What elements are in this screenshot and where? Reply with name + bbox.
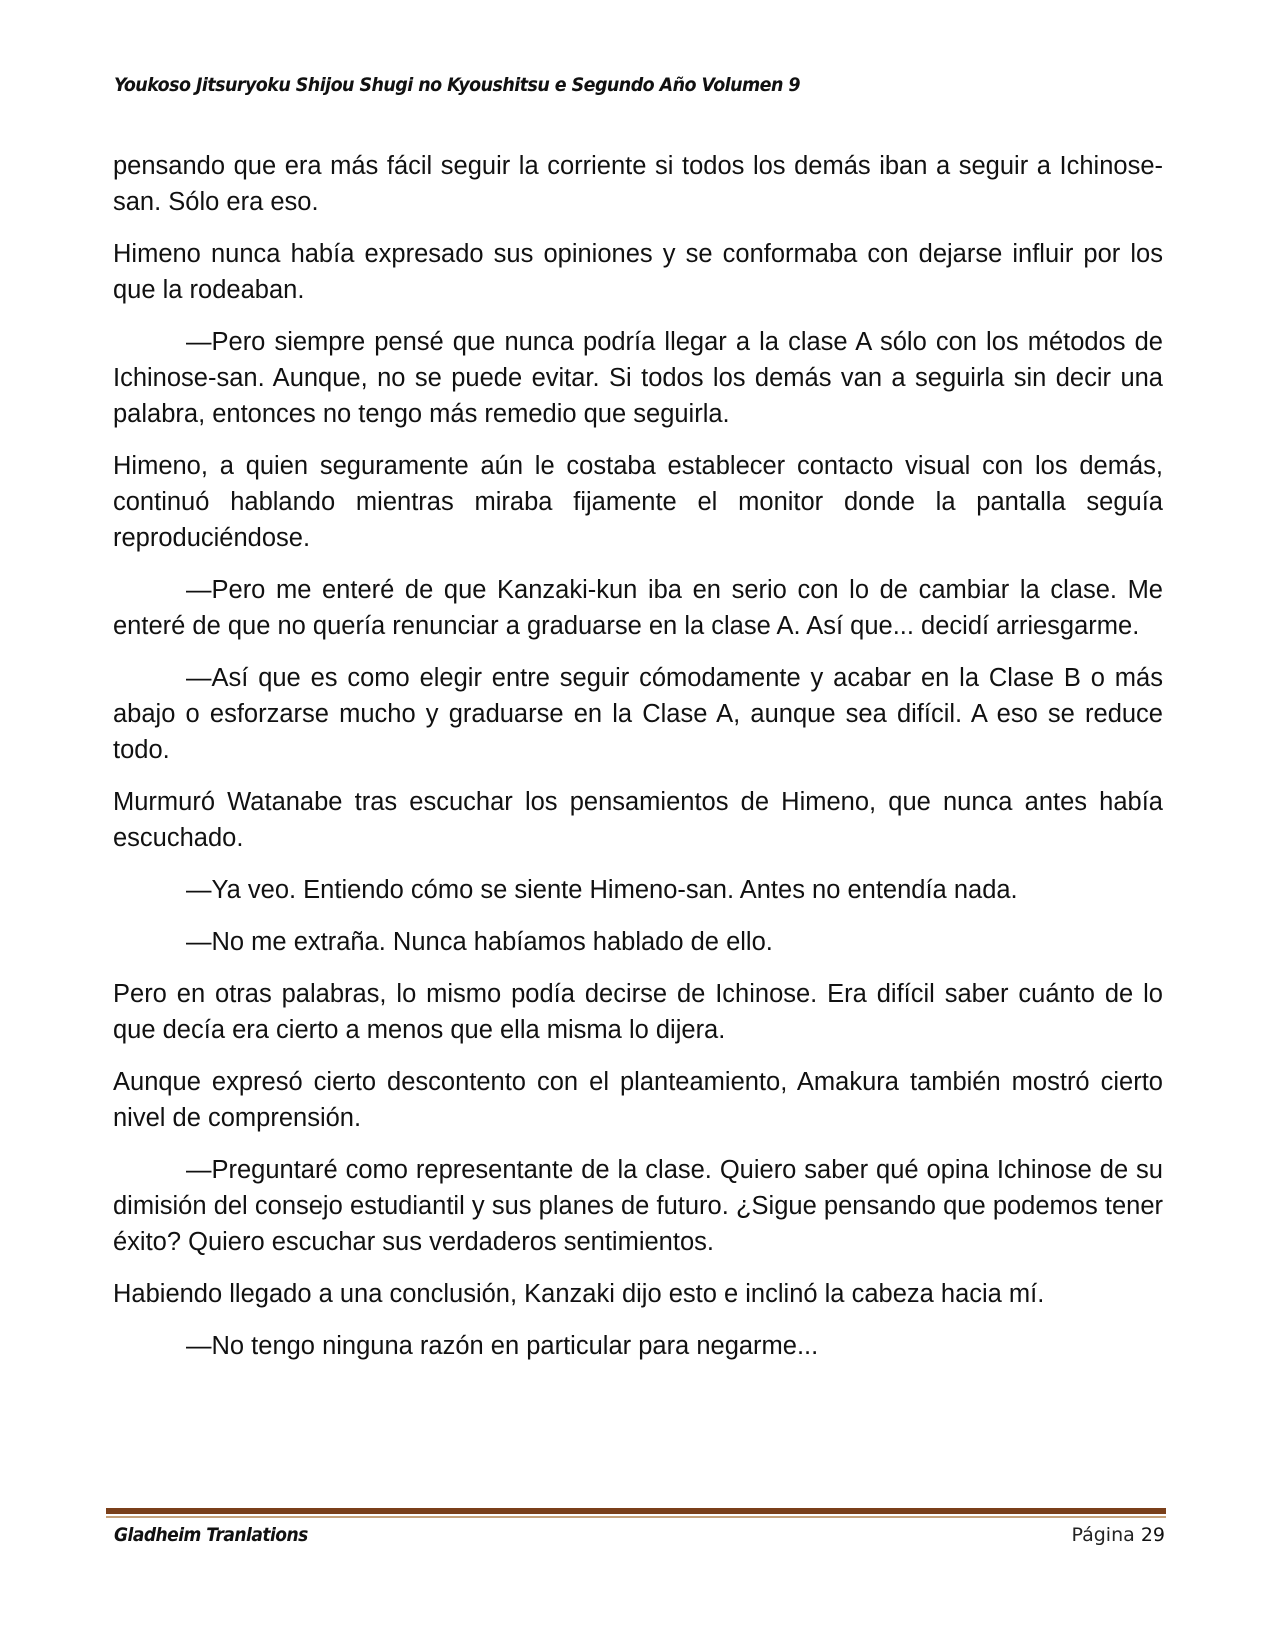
paragraph-narration: Murmuró Watanabe tras escuchar los pensamientos de Himeno, que nunca antes había escuchado. [113,788,1163,852]
paragraph-narration: Aunque expresó cierto descontento con el planteamiento, Amakura también mostró cierto nivel de comprensión. [113,1068,1163,1132]
running-header: Youkoso Jitsuryoku Shijou Shugi no Kyoushitsu e Segundo Año Volumen 9 [114,74,801,96]
body-text [113,148,1163,1380]
page-label: Página [1071,1524,1135,1546]
paragraph-dialogue: —Pero me enteré de que Kanzaki-kun iba en serio con lo de cambiar la clase. Me enteré de que no quería renunciar a graduarse en la clase A. Así que... decidí arriesgarme. [113,576,1163,640]
paragraph-narration: Himeno, a quien seguramente aún le costaba establecer contacto visual con los demás, continuó hablando mientras miraba fijamente el monitor donde la pantalla seguía reproduciéndose. [113,452,1163,552]
footer-divider-thin [106,1516,1166,1518]
paragraph-narration: Pero en otras palabras, lo mismo podía decirse de Ichinose. Era difícil saber cuánto de lo que decía era cierto a menos que ella misma lo dijera. [113,980,1163,1044]
paragraph-dialogue: —Ya veo. Entiendo cómo se siente Himeno-san. Antes no entendía nada. [186,876,1018,904]
paragraph-dialogue: —No tengo ninguna razón en particular para negarme... [186,1332,819,1360]
paragraph-dialogue: —Así que es como elegir entre seguir cómodamente y acabar en la Clase B o más abajo o esforzarse mucho y graduarse en la Clase A, aunque sea difícil. A eso se reduce todo. [113,664,1163,764]
page-number-label [1071,1524,1165,1546]
paragraph-narration: pensando que era más fácil seguir la corriente si todos los demás iban a seguir a Ichinose-san. Sólo era eso. [113,152,1163,216]
paragraph-narration: Habiendo llegado a una conclusión, Kanzaki dijo esto e inclinó la cabeza hacia mí. [113,1280,1045,1308]
paragraph-narration: Himeno nunca había expresado sus opiniones y se conformaba con dejarse influir por los que la rodeaban. [113,240,1163,304]
footer-divider [106,1508,1166,1518]
page-number: 29 [1140,1524,1165,1546]
paragraph-dialogue: —No me extraña. Nunca habíamos hablado de ello. [186,928,773,956]
paragraph-dialogue: —Pero siempre pensé que nunca podría llegar a la clase A sólo con los métodos de Ichinose-san. Aunque, no se puede evitar. Si todos los demás van a seguirla sin decir una palabra, entonces no tengo más remedio que seguirla. [113,328,1163,428]
paragraph-dialogue: —Preguntaré como representante de la clase. Quiero saber qué opina Ichinose de su dimisión del consejo estudiantil y sus planes de futuro. ¿Sigue pensando que podemos tener éxito? Quiero escuchar sus verdaderos sentimientos. [113,1156,1163,1256]
footer-translator: Gladheim Tranlations [114,1524,308,1546]
